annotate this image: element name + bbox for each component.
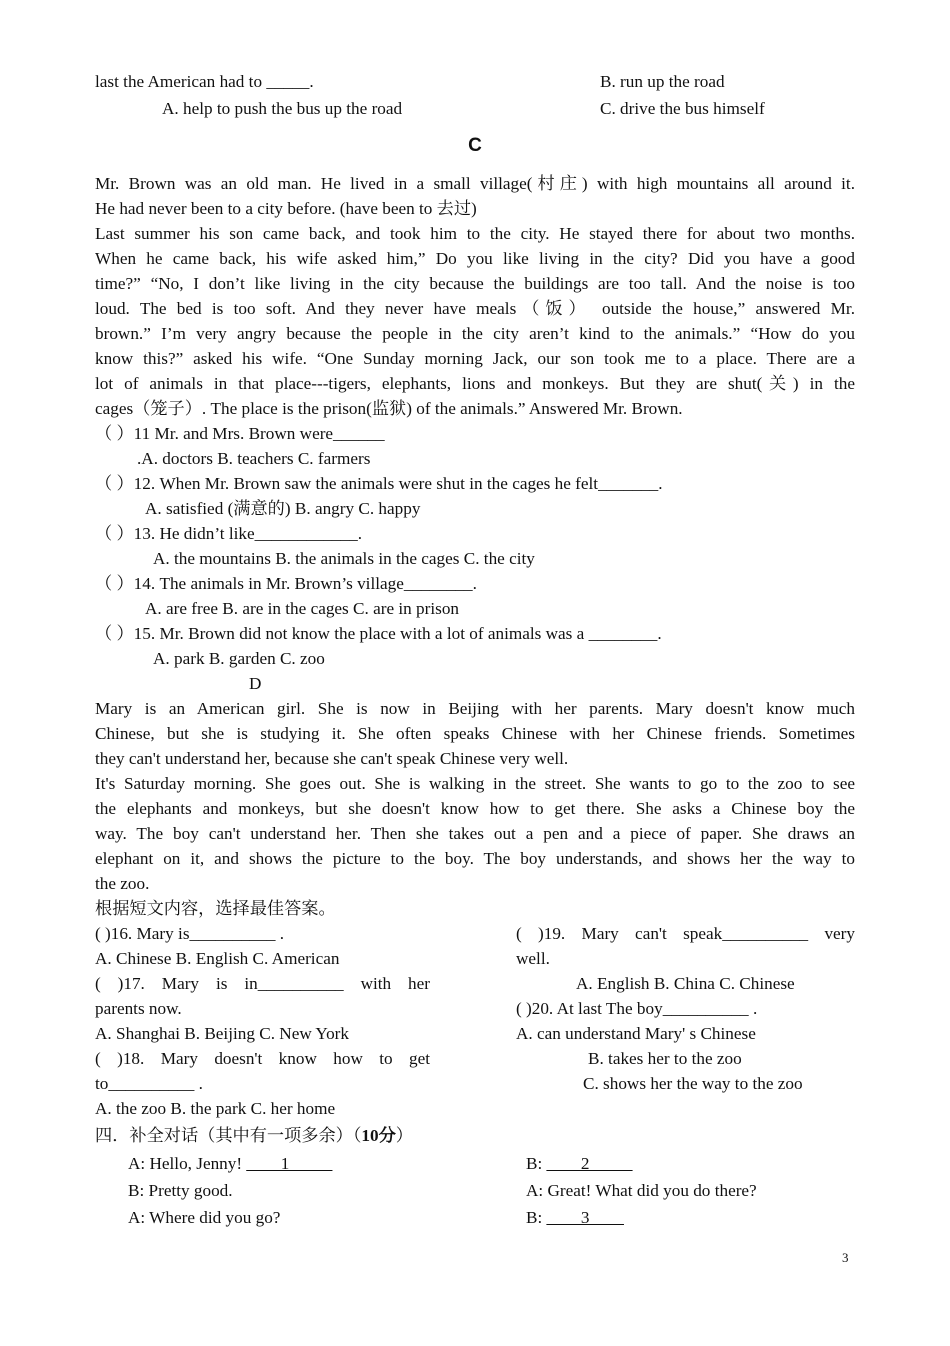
question-19-stem-line2: well. bbox=[516, 949, 550, 968]
prev-question-stem-tail: last the American had to _____. bbox=[95, 72, 314, 91]
section-c-p2-line7: lot of animals in that place---tigers, elephants, lions and monkeys. But they are shut(关) in the bbox=[95, 374, 855, 393]
question-19-options: A. English B. China C. Chinese bbox=[576, 974, 795, 993]
dialog-line-3: B: Pretty good. bbox=[128, 1181, 233, 1200]
dialog-blank-2[interactable]: ____2_____ bbox=[546, 1154, 633, 1173]
dialog-line-5: A: Where did you go? bbox=[128, 1208, 281, 1227]
section-c-p2-line6: know this?” asked his wife. “One Sunday morning Jack, our son took me to a place. There are a bbox=[95, 349, 855, 368]
dialog-line-6-speaker: B: bbox=[526, 1208, 547, 1227]
section-d-p1-line2: Chinese, but she is studying it. She often speaks Chinese with her Chinese friends. Sometimes bbox=[95, 724, 855, 743]
question-17-stem-line1: ( )17. Mary is in__________ with her bbox=[95, 974, 430, 993]
question-20-option-a: A. can understand Mary' s Chinese bbox=[516, 1024, 756, 1043]
section-d-p1-line3: they can't understand her, because she can't speak Chinese very well. bbox=[95, 749, 569, 768]
question-18-stem-line1: ( )18. Mary doesn't know how to get bbox=[95, 1049, 430, 1068]
section-d-p1-line1: Mary is an American girl. She is now in Beijing with her parents. Mary doesn't know much bbox=[95, 699, 855, 718]
question-13-options: A. the mountains B. the animals in the cages C. the city bbox=[153, 549, 535, 568]
dialog-line-1 bbox=[128, 1151, 332, 1176]
question-18-stem-line2: to__________ . bbox=[95, 1074, 203, 1093]
section-c-p2-line1: Last summer his son came back, and took him to the city. He stayed there for about two months. bbox=[95, 224, 855, 243]
question-14-options: A. are free B. are in the cages C. are in prison bbox=[145, 599, 460, 618]
prev-question-option-c: C. drive the bus himself bbox=[600, 99, 765, 118]
section-4-heading-suffix: ） bbox=[395, 1126, 413, 1145]
question-16-options: A. Chinese B. English C. American bbox=[95, 949, 340, 968]
page-number: 3 bbox=[842, 1250, 849, 1265]
question-20-stem: ( )20. At last The boy__________ . bbox=[516, 999, 758, 1018]
dialog-line-1-speaker: A: Hello, Jenny! bbox=[128, 1154, 247, 1173]
dialog-blank-3[interactable]: ____3____ bbox=[546, 1208, 624, 1227]
dialog-line-4: A: Great! What did you do there? bbox=[526, 1181, 757, 1200]
section-d-p2-line4: elephant on it, and shows the picture to the boy. The boy understands, and shows her the way to bbox=[95, 849, 855, 868]
question-19-stem-line1: ( )19. Mary can't speak__________ very bbox=[516, 924, 855, 943]
section-c-p2-line4: loud. The bed is too soft. And they never have meals（饭） outside the house,” answered Mr. bbox=[95, 299, 855, 318]
prev-question-option-b: B. run up the road bbox=[600, 72, 725, 91]
question-16-stem: ( )16. Mary is__________ . bbox=[95, 924, 285, 943]
section-4-heading bbox=[95, 1123, 413, 1148]
question-14-stem: （ ）14. The animals in Mr. Brown’s village________. bbox=[95, 574, 477, 593]
section-d-p2-line5: the zoo. bbox=[95, 874, 150, 893]
section-c-p1-line2: He had never been to a city before. (have been to 去过) bbox=[95, 199, 477, 218]
prev-question-option-a: A. help to push the bus up the road bbox=[162, 99, 403, 118]
section-c-p2-line8: cages（笼子）. The place is the prison(监狱) of the animals.” Answered Mr. Brown. bbox=[95, 399, 683, 418]
question-11-options: .A. doctors B. teachers C. farmers bbox=[137, 449, 371, 468]
question-15-options: A. park B. garden C. zoo bbox=[153, 649, 325, 668]
dialog-blank-1[interactable]: ____1_____ bbox=[246, 1154, 333, 1173]
question-12-options: A. satisfied (满意的) B. angry C. happy bbox=[145, 499, 421, 518]
section-c-p2-line2: When he came back, his wife asked him,” Do you like living in the city? Did you have a good bbox=[95, 249, 855, 268]
section-d-p2-line3: way. The boy can't understand her. Then she takes out a pen and a piece of paper. She draws an bbox=[95, 824, 855, 843]
question-20-option-c: C. shows her the way to the zoo bbox=[583, 1074, 803, 1093]
question-12-stem: （ ）12. When Mr. Brown saw the animals were shut in the cages he felt_______. bbox=[95, 474, 663, 493]
dialog-line-6 bbox=[526, 1205, 624, 1230]
section-c-heading: C bbox=[468, 135, 482, 156]
question-15-stem: （ ）15. Mr. Brown did not know the place with a lot of animals was a ________. bbox=[95, 624, 662, 643]
section-c-p2-line5: brown.” I’m very angry because the people in the city aren’t kind to the animals.” “How do you bbox=[95, 324, 855, 343]
question-18-options: A. the zoo B. the park C. her home bbox=[95, 1099, 336, 1118]
question-11-stem: （ ）11 Mr. and Mrs. Brown were______ bbox=[95, 424, 385, 443]
section-4-heading-prefix: 四．补全对话（其中有一项多余）（ bbox=[95, 1126, 362, 1145]
question-20-option-b: B. takes her to the zoo bbox=[588, 1049, 742, 1068]
question-17-stem-line2: parents now. bbox=[95, 999, 182, 1018]
section-d-p2-line2: the elephants and monkeys, but she doesn't know how to get there. She asks a Chinese boy the bbox=[95, 799, 855, 818]
section-c-p2-line3: time?” “No, I don’t like living in the city because the buildings are too tall. And the noise is too bbox=[95, 274, 855, 293]
section-d-instruction: 根据短文内容，选择最佳答案。 bbox=[95, 899, 336, 918]
question-17-options: A. Shanghai B. Beijing C. New York bbox=[95, 1024, 350, 1043]
question-13-stem: （ ）13. He didn’t like____________. bbox=[95, 524, 363, 543]
section-c-p1-line1: Mr. Brown was an old man. He lived in a small village(村庄) with high mountains all around it. bbox=[95, 174, 855, 193]
section-d-heading: D bbox=[249, 674, 262, 693]
dialog-line-2 bbox=[526, 1151, 632, 1176]
dialog-line-2-speaker: B: bbox=[526, 1154, 547, 1173]
section-d-p2-line1: It's Saturday morning. She goes out. She is walking in the street. She wants to go to the zoo to see bbox=[95, 774, 855, 793]
section-4-heading-score: 10分 bbox=[361, 1126, 396, 1145]
